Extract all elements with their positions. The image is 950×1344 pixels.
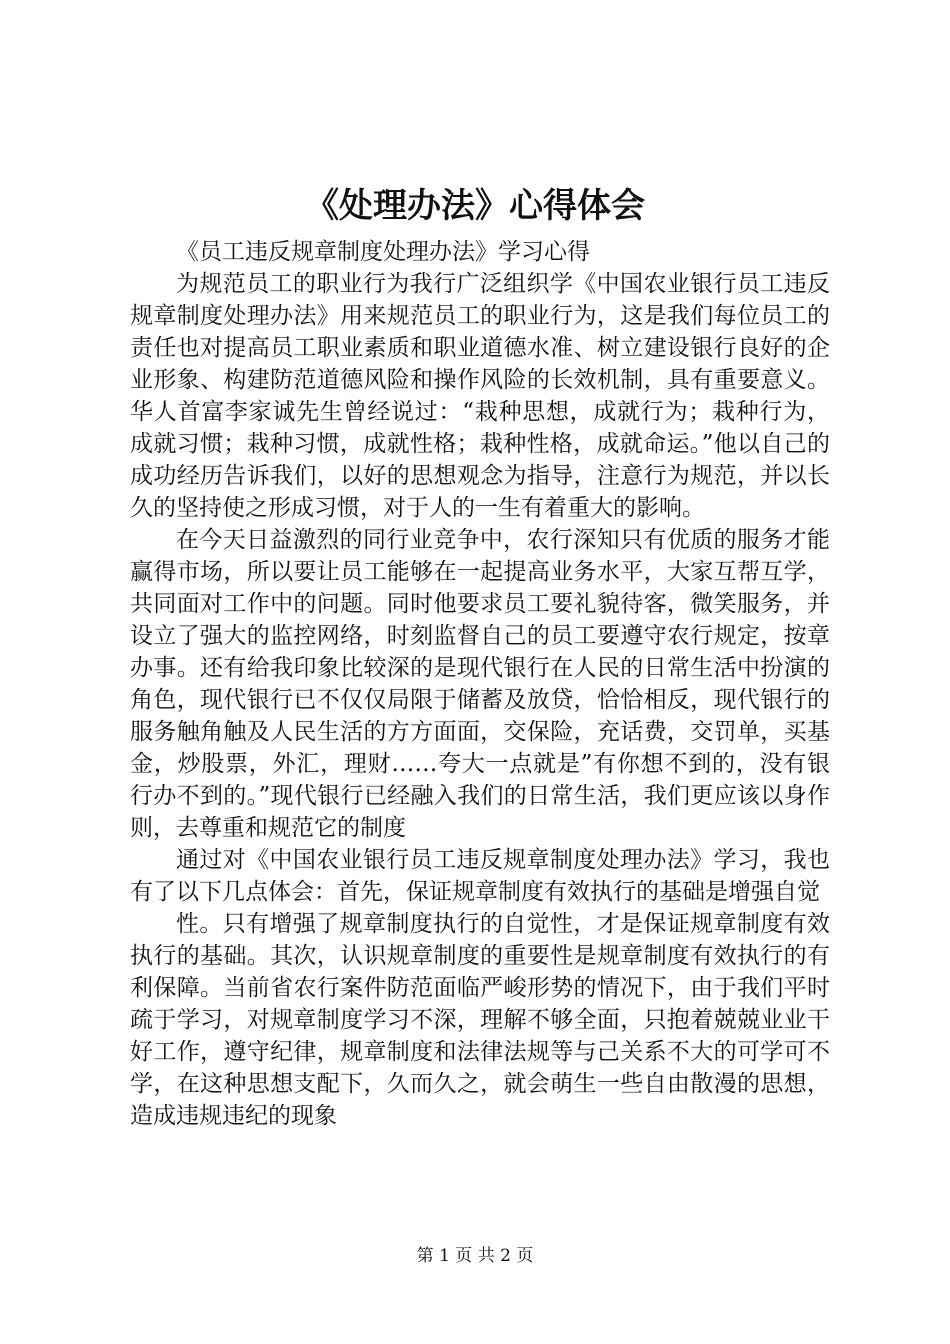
document-subtitle: 《员工违反规章制度处理办法》学习心得: [176, 239, 590, 265]
page-title: 《处理办法》心得体会: [305, 186, 645, 226]
paragraph: 性。只有增强了规章制度执行的自觉性，才是保证规章制度有效执行的基础。其次，认识规章制度的重要性是规章制度有效执行的有利保障。当前省农行案件防范面临严峻形势的情况下，由于我们平时疏于学习，对规章制度学习不深，理解不够全面，只抱着兢兢业业干好工作，遵守纪律，规章制度和法律法规等与己关系不大的可学可不学，在这种思想支配下，久而久之，就会萌生一些自由散漫的思想，造成违规违纪的现象: [130, 911, 830, 1129]
paragraph: 在今天日益激烈的同行业竞争中，农行深知只有优质的服务才能赢得市场，所以要让员工能够在一起提高业务水平，大家互帮互学，共同面对工作中的问题。同时他要求员工要礼貌待客，微笑服务，并设立了强大的监控网络，时刻监督自己的员工要遵守农行规定，按章办事。还有给我印象比较深的是现代银行在人民的日常生活中扮演的角色，现代银行已不仅仅局限于储蓄及放贷，恰恰相反，现代银行的服务触角触及人民生活的方方面面，交保险，充话费，交罚单，买基金，炒股票，外汇，理财……夸大一点就是”有你想不到的，没有银行办不到的。”现代银行已经融入我们的日常生活，我们更应该以身作则，去尊重和规范它的制度: [130, 527, 830, 841]
document-body: [130, 236, 830, 1132]
paragraph: 为规范员工的职业行为我行广泛组织学《中国农业银行员工违反规章制度处理办法》用来规范员工的职业行为，这是我们每位员工的责任也对提高员工职业素质和职业道德水准、树立建设银行良好的企业形象、构建防范道德风险和操作风险的长效机制，具有重要意义。华人首富李家诚先生曾经说过：“栽种思想，成就行为；栽种行为，成就习惯；栽种习惯，成就性格；栽种性格，成就命运。”他以自己的成功经历告诉我们，以好的思想观念为指导，注意行为规范，并以长久的坚持使之形成习惯，对于人的一生有着重大的影响。: [130, 271, 830, 521]
page-footer: 第 1 页 共 2 页: [416, 1246, 534, 1266]
paragraph: 通过对《中国农业银行员工违反规章制度处理办法》学习，我也有了以下几点体会：首先，保证规章制度有效执行的基础是增强自觉: [130, 847, 830, 905]
